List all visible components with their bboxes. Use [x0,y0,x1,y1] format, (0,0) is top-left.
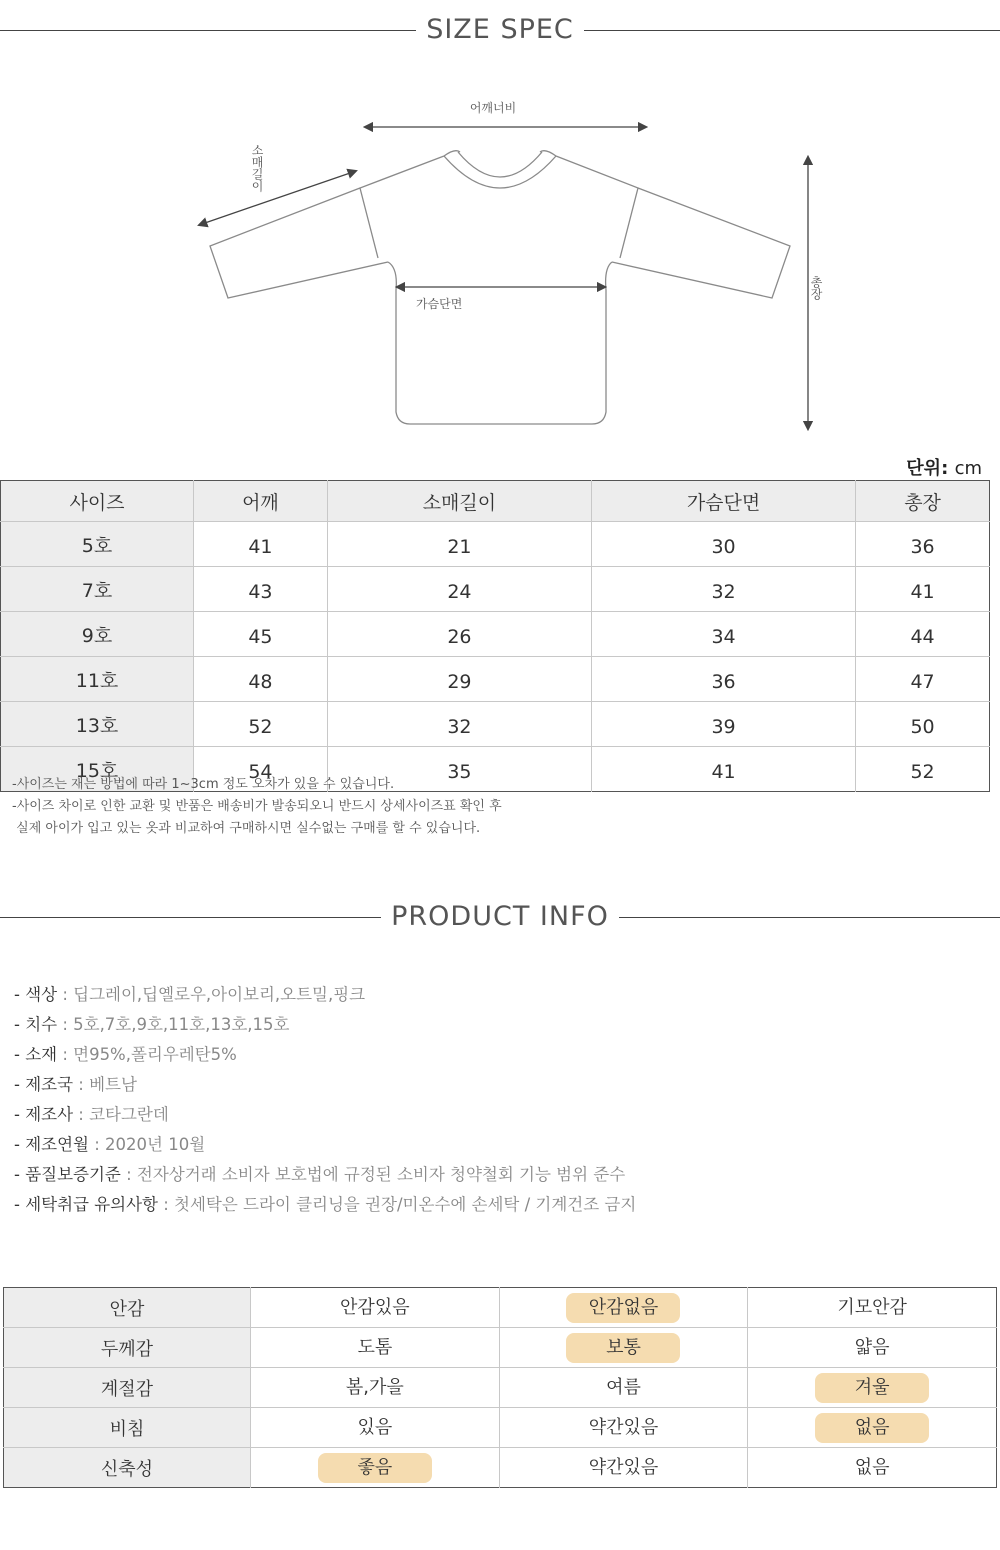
table-cell: 39 [591,702,855,747]
feature-option-selected: 안감없음 [566,1293,680,1323]
table-cell: 43 [194,567,328,612]
feature-label: 안감 [4,1288,251,1328]
table-cell: 26 [327,612,591,657]
product-info-list [14,980,636,1220]
table-cell: 50 [856,702,990,747]
info-row [14,1160,636,1190]
unit-label: 단위: cm [906,458,982,479]
feature-row [4,1288,997,1328]
info-value: : 면95%,폴리우레탄5% [57,1045,237,1064]
feature-label: 두께감 [4,1328,251,1368]
table-cell: 41 [856,567,990,612]
feature-option-cell [499,1328,748,1368]
feature-option-cell [251,1288,500,1328]
column-header: 가슴단면 [591,481,855,522]
info-value: : 딥그레이,딥옐로우,아이보리,오트밀,핑크 [57,985,366,1004]
size-cell: 9호 [1,612,194,657]
feature-option: 도톰 [357,1336,393,1358]
info-row [14,980,636,1010]
table-cell: 36 [856,522,990,567]
feature-option-cell [251,1368,500,1408]
feature-option: 봄,가을 [345,1376,404,1398]
info-row [14,1040,636,1070]
note-line: -사이즈 차이로 인한 교환 및 반품은 배송비가 발송되오니 반드시 상세사이즈표 확인 후 [12,799,502,814]
feature-option-selected: 보통 [566,1333,680,1363]
product-info-header [0,897,1000,937]
info-row [14,1070,636,1100]
info-label: - 색상 [14,985,58,1004]
note-line: 실제 아이가 입고 있는 옷과 비교하여 구매하시면 실수없는 구매를 할 수 있습니다. [12,821,481,836]
size-cell: 11호 [1,657,194,702]
size-spec-header [0,10,1000,50]
table-cell: 52 [194,702,328,747]
feature-label: 신축성 [4,1448,251,1488]
table-row [1,612,990,657]
feature-row [4,1368,997,1408]
feature-option: 있음 [357,1416,393,1438]
feature-row [4,1408,997,1448]
feature-option-cell [748,1448,997,1488]
table-cell: 32 [327,702,591,747]
size-cell: 7호 [1,567,194,612]
info-row [14,1010,636,1040]
info-label: - 제조연월 [14,1135,89,1154]
feature-option-cell [748,1408,997,1448]
info-value: : 전자상거래 소비자 보호법에 규정된 소비자 청약철회 기능 범위 준수 [120,1165,626,1184]
chest-label: 가슴단면 [416,297,463,311]
table-cell: 32 [591,567,855,612]
feature-option: 약간있음 [588,1456,659,1478]
info-row [14,1100,636,1130]
feature-option: 약간있음 [588,1416,659,1438]
column-header: 소매길이 [327,481,591,522]
size-table [0,480,990,792]
column-header: 어깨 [194,481,328,522]
table-cell: 30 [591,522,855,567]
info-value: : 코타그란데 [73,1105,169,1124]
size-cell: 15호 [1,747,194,792]
feature-option-cell [251,1448,500,1488]
table-cell: 45 [194,612,328,657]
table-cell: 52 [910,761,935,783]
note-line: -사이즈는 재는 방법에 따라 1~3cm 정도 오차가 있을 수 있습니다. [12,777,395,792]
table-cell: 21 [327,522,591,567]
feature-row [4,1448,997,1488]
shoulder-label: 어깨너비 [469,101,517,115]
info-value: : 2020년 10월 [88,1135,206,1154]
feature-option-selected: 없음 [815,1413,929,1443]
feature-option-cell [251,1408,500,1448]
feature-option-cell [748,1368,997,1408]
feature-option: 얇음 [854,1336,890,1358]
feature-option-cell [499,1448,748,1488]
feature-option-cell [251,1328,500,1368]
length-label: 총장 [809,276,823,300]
feature-option: 기모안감 [837,1296,907,1318]
table-cell: 48 [194,657,328,702]
table-cell: 24 [327,567,591,612]
info-value: : 첫세탁은 드라이 클리닝을 권장/미온수에 손세탁 / 기계건조 금지 [157,1195,637,1214]
feature-option-cell [499,1368,748,1408]
table-cell: 41 [591,747,855,792]
feature-option-cell [499,1408,748,1448]
section-title: SIZE SPEC [416,14,584,45]
info-label: - 치수 [14,1015,58,1034]
feature-label: 비침 [4,1408,251,1448]
info-label: - 세탁취급 유의사항 [14,1195,158,1214]
feature-label: 계절감 [4,1368,251,1408]
size-cell: 5호 [1,522,194,567]
feature-option: 없음 [854,1456,890,1478]
feature-option: 여름 [606,1376,641,1398]
feature-table [3,1287,997,1488]
table-cell: 47 [856,657,990,702]
table-cell: 44 [856,612,990,657]
table-header-row [1,481,990,522]
size-cell: 13호 [1,702,194,747]
info-label: - 제조사 [14,1105,74,1124]
sleeve-label: 소매길이 [250,144,264,192]
table-row [1,522,990,567]
info-value: : 베트남 [73,1075,137,1094]
feature-option-selected: 겨울 [815,1373,929,1403]
column-header: 사이즈 [1,481,194,522]
table-cell: 34 [591,612,855,657]
info-row [14,1190,636,1220]
table-cell: 35 [327,747,591,792]
feature-option-cell [748,1328,997,1368]
column-header: 총장 [856,481,990,522]
info-row [14,1130,636,1160]
feature-row [4,1328,997,1368]
info-value: : 5호,7호,9호,11호,13호,15호 [57,1015,290,1034]
table-cell: 54 [194,747,328,792]
feature-option-selected: 좋음 [318,1453,432,1483]
info-label: - 소재 [14,1045,58,1064]
garment-size-diagram [0,90,1000,440]
section-title: PRODUCT INFO [381,901,619,932]
table-cell: 41 [194,522,328,567]
feature-option: 안감있음 [340,1296,410,1318]
table-row [1,567,990,612]
table-row [1,702,990,747]
table-cell: 29 [327,657,591,702]
feature-option-cell [499,1288,748,1328]
size-notes [12,774,502,840]
info-label: - 품질보증기준 [14,1165,121,1184]
feature-option-cell [748,1288,997,1328]
info-label: - 제조국 [14,1075,74,1094]
table-row [1,657,990,702]
table-cell: 36 [591,657,855,702]
